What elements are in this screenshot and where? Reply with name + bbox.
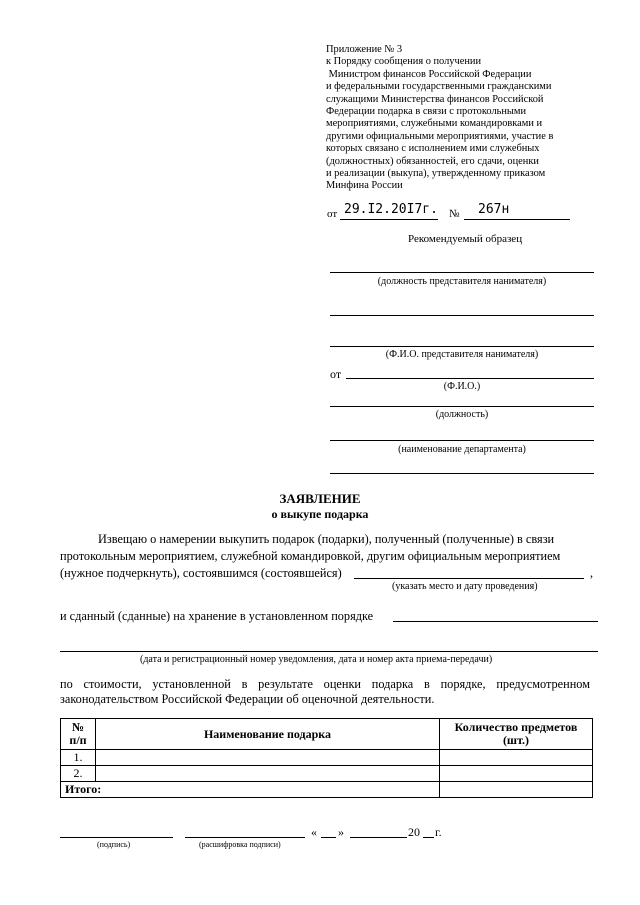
- fio-rep-hint: (Ф.И.О. представителя нанимателя): [385, 349, 539, 360]
- gifts-table: [60, 718, 593, 798]
- position-line[interactable]: [330, 406, 594, 407]
- appendix-line: которых связано с исполнением ими служебных: [326, 143, 540, 155]
- row-number: 1.: [61, 750, 96, 766]
- quote-open: «: [311, 825, 317, 839]
- appendix-line: и реализации (выкупа), утвержденному приказом: [326, 168, 546, 180]
- appendix-line: Минфина России: [326, 180, 403, 192]
- header-number-line2: п/п: [69, 733, 87, 747]
- table-total-row: [61, 782, 593, 798]
- appendix-line: другими официальными мероприятиями, участие в: [326, 130, 554, 142]
- signature-decipher-hint: (расшифровка подписи): [199, 840, 281, 849]
- header-number-line1: №: [71, 720, 85, 734]
- day-line[interactable]: [321, 837, 336, 838]
- header-quantity: [440, 719, 593, 750]
- header-gift-name: Наименование подарка: [96, 719, 440, 750]
- quantity-cell[interactable]: [440, 750, 593, 766]
- appendix-line: и федеральными государственными гражданскими: [326, 81, 552, 93]
- signature-hint: (подпись): [97, 840, 131, 849]
- paragraph1-line1: Извещаю о намерении выкупить подарок (подарки), полученный (полученные) в связи: [98, 532, 555, 546]
- order-number-underline: [464, 219, 570, 220]
- paragraph2-line1: и сданный (сданные) на хранение в установленном порядке: [60, 609, 374, 623]
- document-subtitle: о выкупе подарка: [271, 507, 369, 521]
- signature-decipher-line[interactable]: [185, 837, 305, 838]
- from-label: от: [330, 367, 342, 381]
- appendix-line: Министром финансов Российской Федерации: [326, 68, 532, 80]
- quote-close: »: [338, 825, 344, 839]
- recommended-sample-label: Рекомендуемый образец: [408, 233, 523, 245]
- month-line[interactable]: [350, 837, 407, 838]
- fio-hint: (Ф.И.О.): [443, 381, 481, 392]
- year-prefix: 20: [408, 825, 420, 839]
- position-rep-hint: (должность представителя нанимателя): [377, 276, 547, 287]
- department-hint: (наименование департамента): [398, 444, 526, 455]
- appendix-line: Приложение № 3: [326, 44, 403, 55]
- header-number: [61, 719, 96, 750]
- appendix-line: служащими Министерства финансов Российской: [326, 93, 544, 105]
- event-place-date-hint: (указать место и дату проведения): [392, 581, 538, 592]
- header-quantity-line1: Количество предметов: [454, 720, 578, 734]
- table-row: [61, 750, 593, 766]
- paragraph1-line2: протокольным мероприятием, служебной командировкой, другим официальным мероприятием: [60, 549, 561, 563]
- table-row: [61, 766, 593, 782]
- total-label: Итого:: [61, 782, 440, 798]
- fio-line[interactable]: [346, 378, 594, 379]
- appendix-line: Федерации подарка в связи с протокольными: [326, 106, 527, 118]
- document-title: ЗАЯВЛЕНИЕ: [279, 491, 361, 506]
- paragraph3-line1: по стоимости, установленной в результате оценки подарка в порядке, предусмотренном: [60, 677, 590, 691]
- appendix-line: мероприятиями, служебными командировками и: [326, 118, 543, 130]
- table-header-row: [61, 719, 593, 750]
- rep-extra-line[interactable]: [330, 315, 594, 316]
- signature-line[interactable]: [60, 837, 173, 838]
- row-number: 2.: [61, 766, 96, 782]
- gift-name-cell[interactable]: [96, 766, 440, 782]
- event-place-date-line[interactable]: [354, 578, 584, 579]
- year-suffix: г.: [435, 825, 442, 839]
- position-rep-line[interactable]: [330, 272, 594, 273]
- quantity-cell[interactable]: [440, 766, 593, 782]
- order-date-underline: [340, 219, 438, 220]
- department-line[interactable]: [330, 440, 594, 441]
- order-number-label: №: [449, 208, 460, 220]
- notification-details-line[interactable]: [60, 651, 598, 652]
- position-hint: (должность): [435, 409, 489, 420]
- appendix-line: к Порядку сообщения о получении: [326, 56, 482, 68]
- comma: ,: [590, 566, 594, 580]
- order-from-label: от: [327, 208, 338, 220]
- gift-name-cell[interactable]: [96, 750, 440, 766]
- appendix-line: (должностных) обязанностей, его сдачи, оценки: [326, 155, 539, 167]
- storage-line[interactable]: [393, 621, 598, 622]
- header-quantity-line2: (шт.): [502, 733, 530, 747]
- notification-details-hint: (дата и регистрационный номер уведомления, дата и номер акта приема-передачи): [140, 654, 493, 665]
- department-extra-line[interactable]: [330, 473, 594, 474]
- total-quantity-cell[interactable]: [440, 782, 593, 798]
- year-line[interactable]: [423, 837, 434, 838]
- paragraph1-line3: (нужное подчеркнуть), состоявшимся (состоявшейся): [60, 566, 342, 580]
- order-date: 29.I2.20I7г.: [344, 202, 438, 217]
- paragraph3-line2: законодательством Российской Федерации об оценочной деятельности.: [60, 692, 435, 706]
- order-number: 267н: [478, 202, 510, 217]
- fio-rep-line[interactable]: [330, 346, 594, 347]
- appendix-note: [326, 44, 598, 193]
